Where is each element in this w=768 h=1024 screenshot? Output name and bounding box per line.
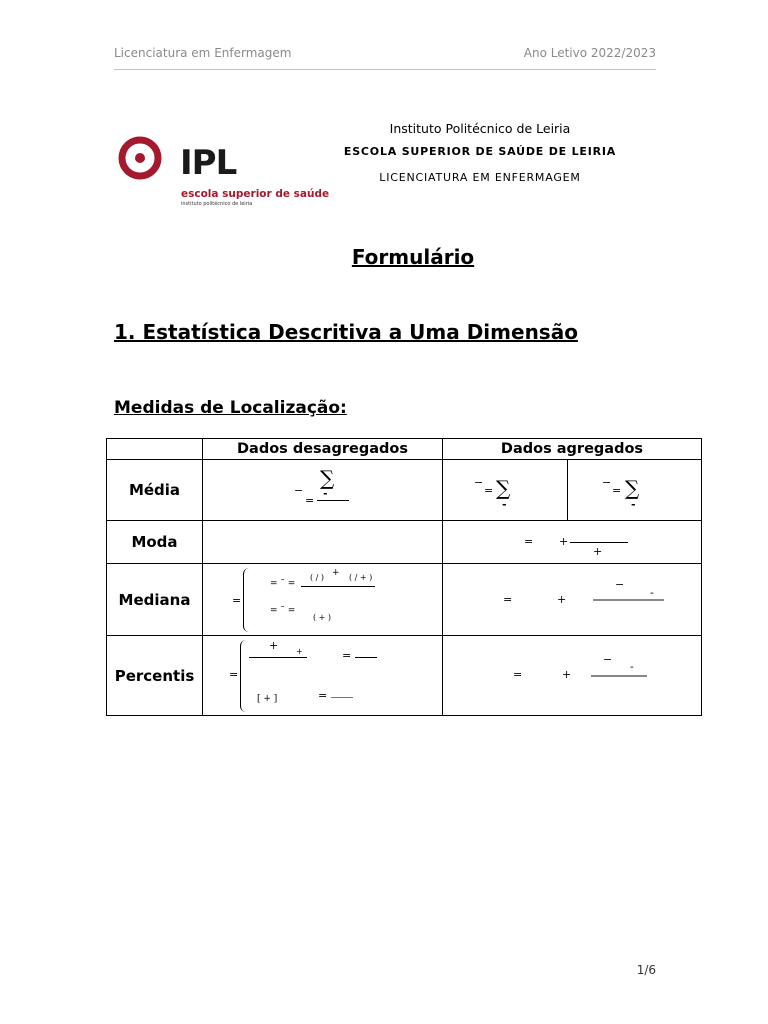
header-course: Licenciatura em Enfermagem bbox=[114, 46, 292, 60]
logo-institute-line: instituto politécnico de leiria bbox=[181, 201, 253, 207]
media-ungrouped-formula: − = ∑ - bbox=[203, 460, 443, 521]
page-number: 1/6 bbox=[636, 963, 656, 977]
sigma-icon: ∑ bbox=[625, 476, 640, 500]
ipl-logo bbox=[118, 129, 330, 209]
table-row bbox=[107, 460, 702, 521]
table-row bbox=[107, 521, 702, 564]
percentis-ungrouped-formula: = + + = [ + ] = bbox=[203, 636, 443, 716]
sigma-icon: ∑ bbox=[320, 466, 335, 490]
media-grouped-formula-a: − = ∑ - bbox=[443, 460, 568, 521]
row-label-media: Média bbox=[107, 460, 203, 521]
sigma-icon: ∑ bbox=[496, 476, 511, 500]
header-empty-cell bbox=[107, 439, 203, 460]
moda-grouped-formula: = + + bbox=[443, 521, 702, 564]
row-label-percentis: Percentis bbox=[107, 636, 203, 716]
table-header-row bbox=[107, 439, 702, 460]
subsection-title: Medidas de Localização: bbox=[114, 398, 347, 418]
moda-ungrouped-formula bbox=[203, 521, 443, 564]
mediana-ungrouped-formula: = = ˜ = ( / ) + ( / + ) = ˜ = ( + ) bbox=[203, 564, 443, 636]
header-year: Ano Letivo 2022/2023 bbox=[523, 46, 656, 60]
ipl-logo-mark-icon bbox=[118, 131, 178, 193]
institution-name: Instituto Politécnico de Leiria bbox=[389, 121, 571, 136]
row-label-mediana: Mediana bbox=[107, 564, 203, 636]
media-grouped-formula-b: − = ∑ - bbox=[568, 460, 702, 521]
mediana-grouped-formula: = + − - bbox=[443, 564, 702, 636]
logo-wordmark: IPL bbox=[180, 143, 237, 183]
formulas-table bbox=[106, 438, 702, 716]
running-header bbox=[114, 44, 656, 70]
col-header-grouped: Dados agregados bbox=[443, 439, 702, 460]
col-header-ungrouped: Dados desagregados bbox=[203, 439, 443, 460]
section-title: 1. Estatística Descritiva a Uma Dimensão bbox=[114, 320, 578, 344]
percentis-grouped-formula: = + − - bbox=[443, 636, 702, 716]
school-name: ESCOLA SUPERIOR DE SAÚDE DE LEIRIA bbox=[343, 145, 617, 158]
table-row bbox=[107, 564, 702, 636]
row-label-moda: Moda bbox=[107, 521, 203, 564]
logo-school-line: escola superior de saúde bbox=[181, 188, 330, 200]
course-name: LICENCIATURA EM ENFERMAGEM bbox=[379, 171, 581, 184]
document-title: Formulário bbox=[351, 245, 475, 269]
table-row bbox=[107, 636, 702, 716]
